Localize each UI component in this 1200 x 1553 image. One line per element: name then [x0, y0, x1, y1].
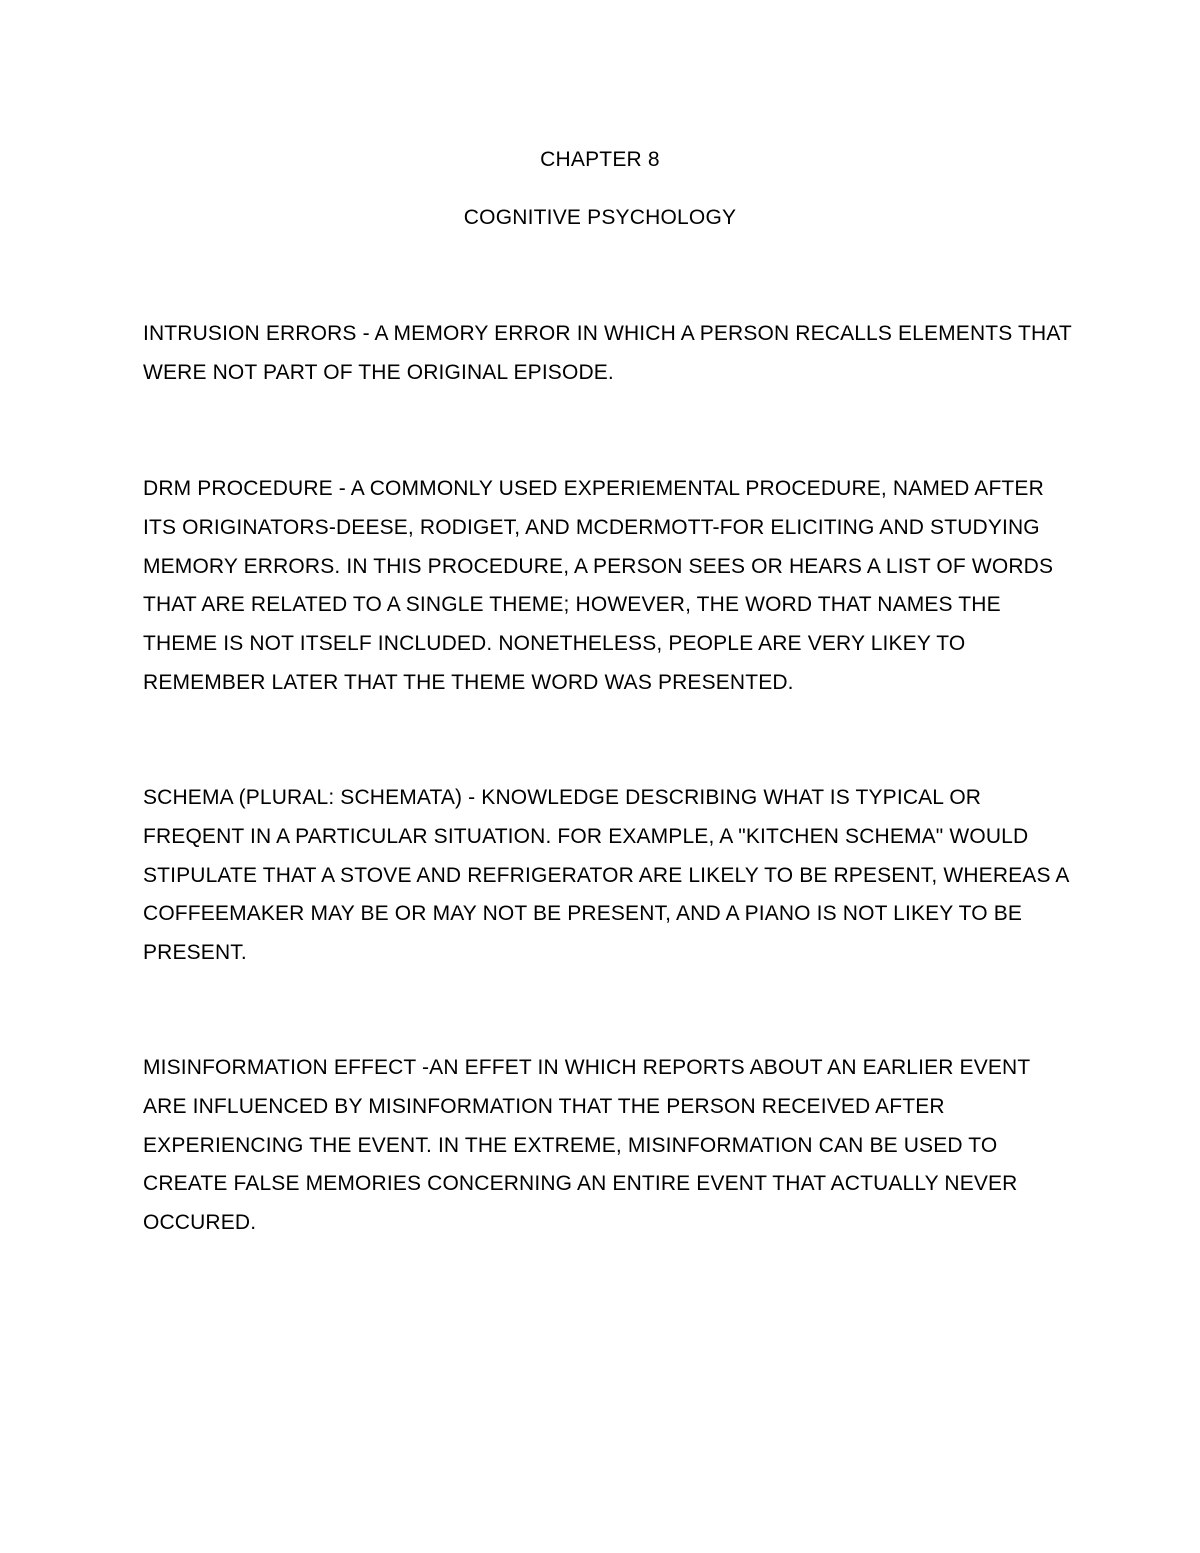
definition-drm-procedure: DRM PROCEDURE - A COMMONLY USED EXPERIEMENTAL PROCEDURE, NAMED AFTER ITS ORIGINATORS-DEESE, RODIGET, AND MCDERMOTT-FOR ELICITING AND STUDYING MEMORY ERRORS. IN THIS PROCEDURE, A PERSON SEES OR HEARS A LIST OF WORDS THAT ARE RELATED TO A SINGLE THEME; HOWEVER, THE WORD THAT NAMES THE THEME IS NOT ITSELF INCLUDED. NONETHELESS, PEOPLE ARE VERY LIKEY TO REMEMBER LATER THAT THE THEME WORD WAS PRESENTED.: [143, 477, 1054, 694]
chapter-heading: CHAPTER 8: [540, 148, 660, 171]
definition-schema: SCHEMA (PLURAL: SCHEMATA) - KNOWLEDGE DESCRIBING WHAT IS TYPICAL OR FREQENT IN A PARTICULAR SITUATION. FOR EXAMPLE, A "KITCHEN SCHEMA" WOULD STIPULATE THAT A STOVE AND REFRIGERATOR ARE LIKELY TO BE RPESENT, WHEREAS A COFFEEMAKER MAY BE OR MAY NOT BE PRESENT, AND A PIANO IS NOT LIKEY TO BE PRESENT.: [143, 786, 1069, 965]
definition-intrusion-errors: INTRUSION ERRORS - A MEMORY ERROR IN WHICH A PERSON RECALLS ELEMENTS THAT WERE NOT PART OF THE ORIGINAL EPISODE.: [143, 322, 1072, 384]
definition-misinformation-effect: MISINFORMATION EFFECT -AN EFFET IN WHICH REPORTS ABOUT AN EARLIER EVENT ARE INFLUENCED BY MISINFORMATION THAT THE PERSON RECEIVED AFTER EXPERIENCING THE EVENT. IN THE EXTREME, MISINFORMATION CAN BE USED TO CREATE FALSE MEMORIES CONCERNING AN ENTIRE EVENT THAT ACTUALLY NEVER OCCURED.: [143, 1056, 1030, 1235]
subject-heading: COGNITIVE PSYCHOLOGY: [463, 206, 737, 229]
